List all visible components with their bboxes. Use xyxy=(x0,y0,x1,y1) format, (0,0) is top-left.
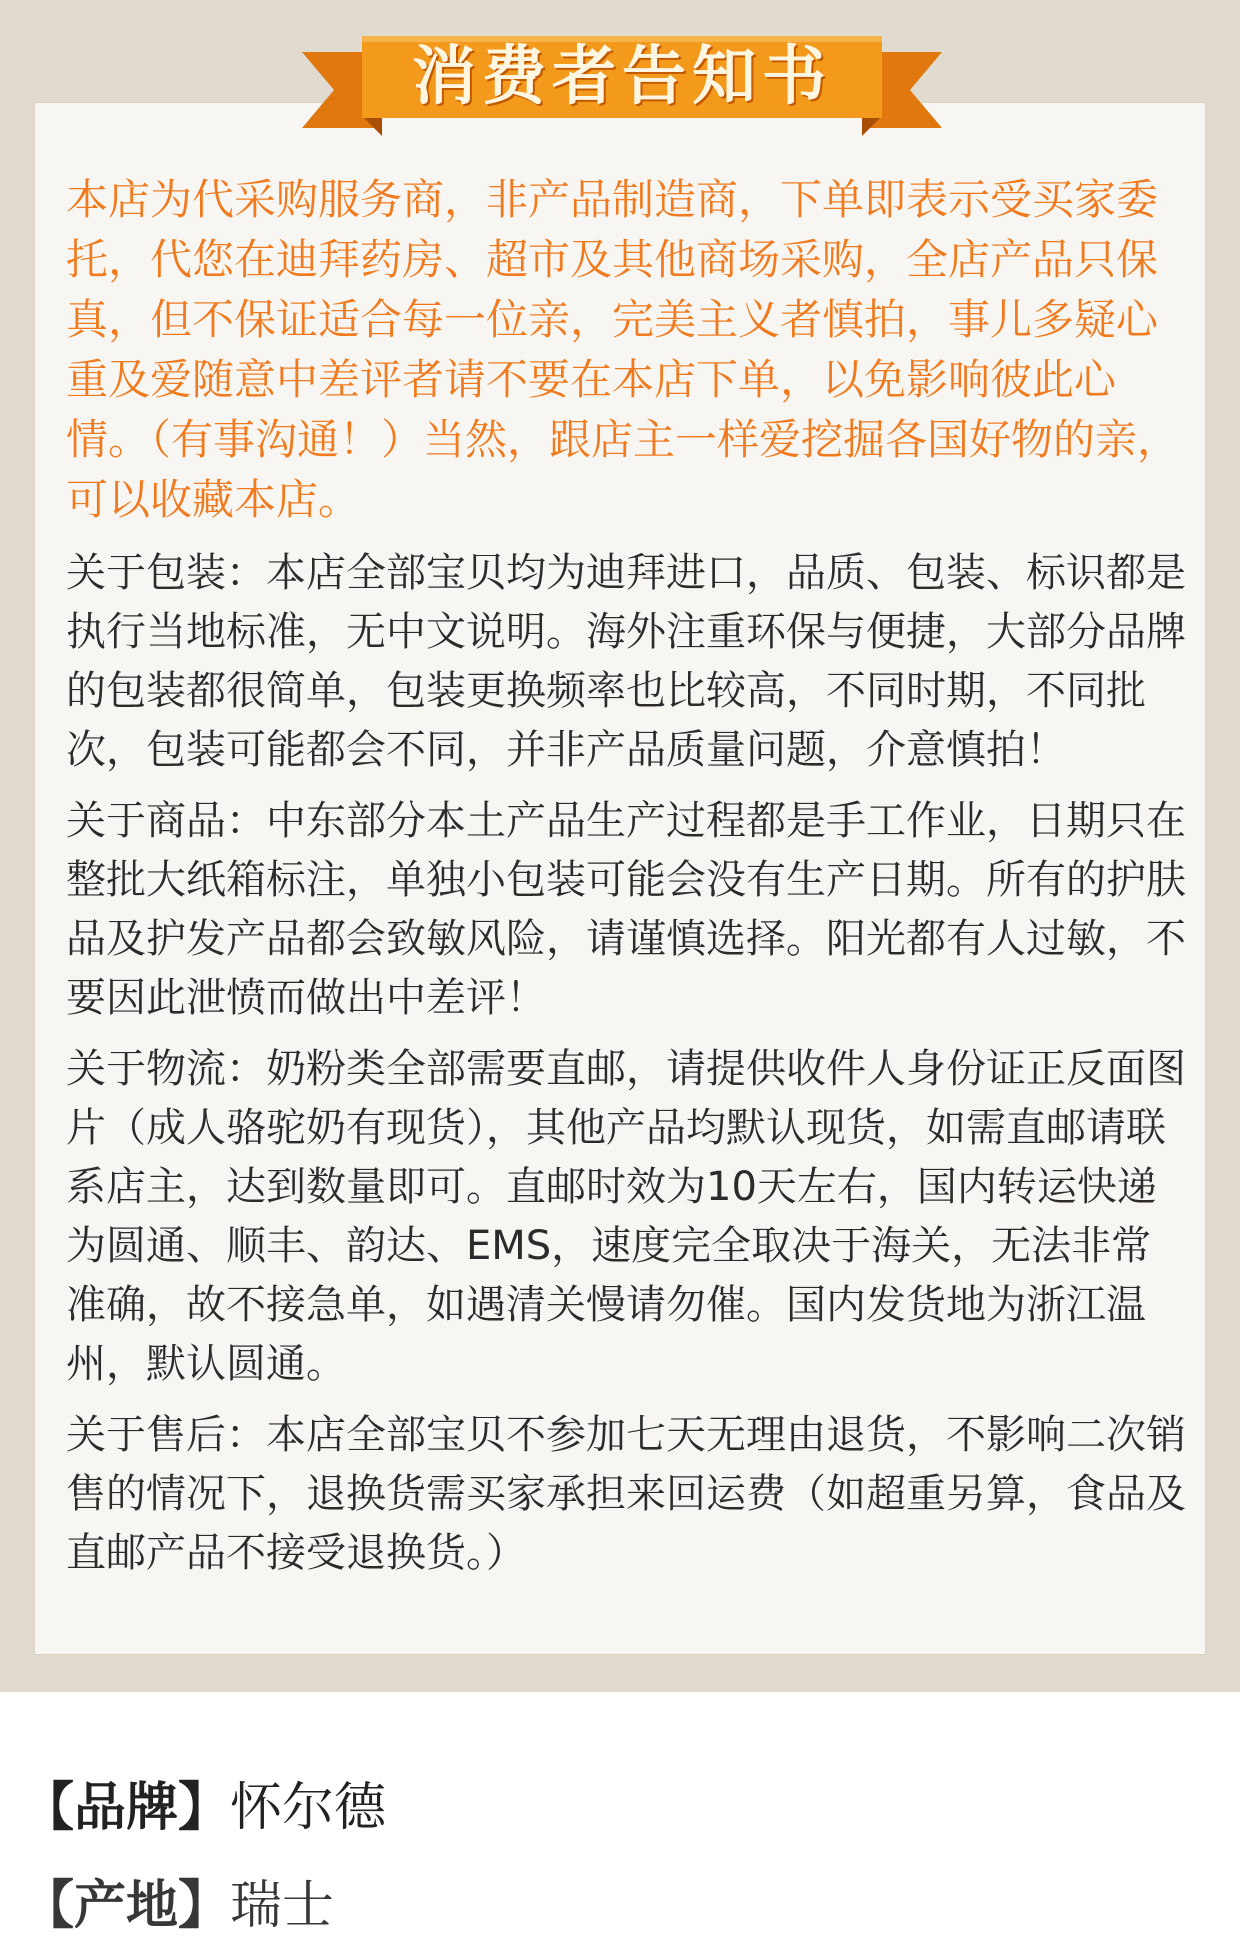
after-sales-paragraph: 关于售后：本店全部宝贝不参加七天无理由退货，不影响二次销售的情况下，退换货需买家承担来回运费（如超重另算，食品及直邮产品不接受退换货。） xyxy=(66,1412,1186,1576)
packaging-paragraph: 关于包装：本店全部宝贝均为迪拜进口，品质、包装、标识都是执行当地标准，无中文说明。海外注重环保与便捷，大部分品牌的包装都很简单，包装更换频率也比较高，不同时期，不同批次，包装可能都会不同，并非产品质量问题，介意慎拍！ xyxy=(66,550,1186,773)
origin-label: 【产地】 xyxy=(22,1876,231,1936)
origin-value: 瑞士 xyxy=(230,1876,335,1936)
notice-body xyxy=(66,170,1186,1595)
intro-paragraph: 本店为代采购服务商，非产品制造商，下单即表示受买家委托，代您在迪拜药房、超市及其他商场采购，全店产品只保真，但不保证适合每一位亲，完美主义者慎拍，事儿多疑心重及爱随意中差评者请不要在本店下单，以免影响彼此心情。（有事沟通！）当然，跟店主一样爱挖掘各国好物的亲，可以收藏本店。 xyxy=(66,175,1180,524)
brand-value: 怀尔德 xyxy=(230,1778,387,1838)
product-info xyxy=(22,1768,1222,1946)
brand-row xyxy=(22,1768,1222,1848)
brand-label: 【品牌】 xyxy=(22,1778,231,1838)
origin-row xyxy=(22,1866,1222,1946)
products-paragraph: 关于商品：中东部分本土产品生产过程都是手工作业，日期只在整批大纸箱标注，单独小包装可能会没有生产日期。所有的护肤品及护发产品都会致敏风险，请谨慎选择。阳光都有人过敏，不要因此泄愤而做出中差评！ xyxy=(66,798,1186,1021)
title-banner xyxy=(302,32,942,142)
logistics-paragraph: 关于物流：奶粉类全部需要直邮，请提供收件人身份证正反面图片（成人骆驼奶有现货），其他产品均默认现货，如需直邮请联系店主，达到数量即可。直邮时效为10天左右，国内转运快递为圆通、顺丰、韵达、EMS，速度完全取决于海关，无法非常准确，故不接急单，如遇清关慢请勿催。国内发货地为浙江温州，默认圆通。 xyxy=(66,1046,1186,1387)
banner-title: 消费者告知书 xyxy=(412,39,832,114)
